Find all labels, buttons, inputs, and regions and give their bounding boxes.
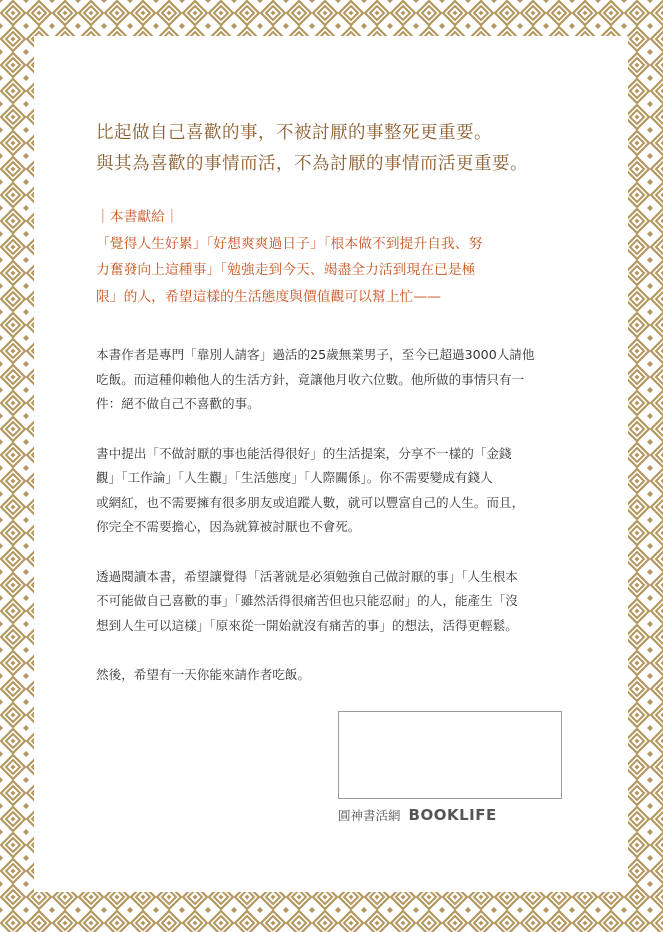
- paragraph-line: 你完全不需要擔心，因為就算被討厭也不會死。: [96, 519, 361, 534]
- headline: [96, 118, 596, 180]
- paragraph-line: 透過閱讀本書，希望讓覺得「活著就是必須勉強自己做討厭的事」「人生根本: [96, 568, 518, 584]
- paragraph-line: 吃飯。而這種仰賴他人的生活方針，竟讓他月收六位數。他所做的事情只有一: [96, 371, 525, 387]
- body-text: [96, 318, 580, 713]
- paragraph-line: 書中提出「不做討厭的事也能活得很好」的生活提案，分享不一樣的「金錢: [96, 445, 512, 461]
- paragraph-line: 然後，希望有一天你能來請作者吃飯。: [96, 667, 311, 682]
- headline-line-1: 比起做自己喜歡的事，不被討厭的事整死更重要。: [96, 123, 492, 143]
- paragraph-line: 或網紅，也不需要擁有很多朋友或追蹤人數，就可以豐富自己的人生。而且，: [96, 494, 525, 510]
- paragraph-line: 觀」「工作論」「人生觀」「生活態度」「人際關係」。你不需要變成有錢人: [96, 470, 493, 485]
- dedication-heading: ｜本書獻給｜: [96, 209, 179, 225]
- booklife-logo: BOOKLIFE: [408, 806, 497, 824]
- paragraph-line: 不可能做自己喜歡的事」「雖然活得很痛苦但也只能忍耐」的人，能產生「沒: [96, 593, 518, 608]
- paragraph-line: 件：絕不做自己不喜歡的事。: [96, 396, 260, 411]
- dedication-line: 限」的人，希望這樣的生活態度與價值觀可以幫上忙——: [96, 288, 441, 305]
- barcode-placeholder-box: [338, 711, 562, 799]
- paragraph-line: 本書作者是專門「靠別人請客」過活的25歲無業男子，至今已超過3000人請他: [96, 347, 535, 362]
- paragraph-line: 想到人生可以這樣」「原來從一開始就沒有痛苦的事」的想法，活得更輕鬆。: [96, 617, 518, 633]
- dedication-section: [96, 204, 576, 310]
- publisher-name: 圓神書活網: [338, 808, 401, 823]
- headline-line-2: 與其為喜歡的事情而活，不為討厭的事情而活更重要。: [96, 154, 528, 174]
- dedication-line: 力奮發向上這種事」「勉強走到今天、竭盡全力活到現在已是極: [96, 262, 476, 278]
- publisher-credit: [338, 805, 497, 825]
- dedication-line: 「覺得人生好累」「好想爽爽過日子」「根本做不到提升自我、努: [96, 235, 483, 252]
